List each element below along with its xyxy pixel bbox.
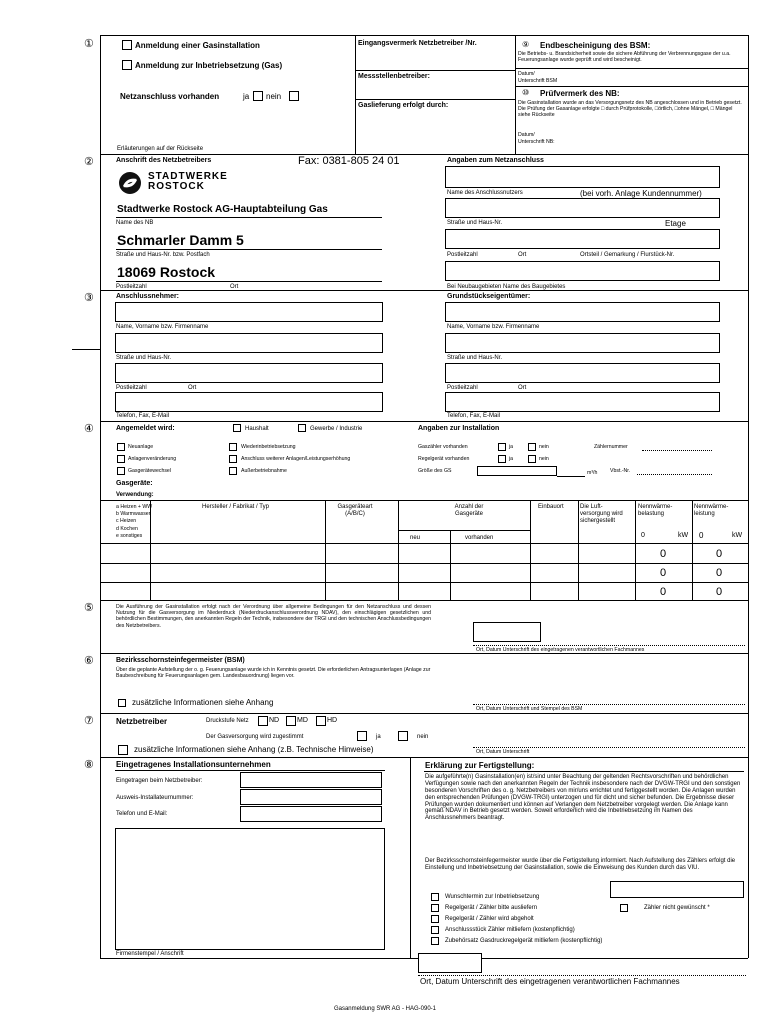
geraetewechsel-checkbox[interactable] — [117, 467, 125, 475]
fax-number: Fax: 0381-805 24 01 — [298, 155, 400, 167]
s6-sig-label: Ort, Datum Unterschrift und Stempel des BSM — [476, 706, 583, 712]
row2-leistung: 0 — [716, 567, 723, 579]
endbesch-title: Endbescheinigung des BSM: — [540, 41, 651, 50]
s1-divider-2 — [515, 35, 516, 154]
col-vorhanden: vorhanden — [465, 535, 494, 541]
geraetewechsel-label: Gasgerätewechsel — [128, 468, 171, 474]
wunschtermin-label: Wunschtermin zur Inbetriebsetzung — [445, 894, 540, 900]
section-8-number: ⑧ — [84, 759, 94, 771]
divider-3-4 — [100, 421, 748, 422]
s8-sig-line — [418, 975, 746, 976]
pruef-text: Die Gasinstallation wurde an das Versorgungsnetz des NB angeschlossen und in Betrieb gesetzt. Die Prüfung der Gasanlage erfolgte □ durch Prüfprotokolle, □örtlich, □ohne Mängel, □ Mängel siehe Rückseite — [518, 100, 742, 119]
an-plz-label: Postleitzahl — [116, 385, 147, 391]
zaehlernummer-label: Zählernummer — [594, 444, 628, 450]
nd-checkbox[interactable] — [258, 716, 268, 726]
zaehler-nicht-label: Zähler nicht gewünscht * — [644, 905, 710, 911]
s1-line-a — [355, 70, 515, 71]
table-col-7 — [635, 500, 636, 600]
grundstueck-title: Grundstückseigentümer: — [447, 293, 531, 300]
an-name-input[interactable] — [115, 302, 383, 322]
table-col-3 — [398, 500, 399, 600]
eingetragen-label: Eingetragen beim Netzbetreiber: — [116, 778, 203, 784]
vbst-line — [637, 474, 712, 475]
neubau-label: Bei Neubaugebieten Name des Baugebietes — [447, 284, 566, 290]
zubehoer-label: Zubehörsatz Gasdruckregelgerät mitliefern (kostenpflichtig) — [445, 938, 603, 944]
an-plz-input[interactable] — [115, 363, 383, 383]
an-telefon-input[interactable] — [115, 392, 383, 412]
netzanschluss-nein-checkbox[interactable] — [289, 91, 299, 101]
installateur-title: Eingetragenes Installationsunternehmen — [116, 760, 271, 769]
groesse-gs-label: Größe des GS — [418, 468, 452, 474]
section-7-number: ⑦ — [84, 715, 94, 727]
gewerbe-label: Gewerbe / Industrie — [310, 426, 363, 432]
divider-6-7 — [100, 713, 748, 714]
regelgeraet-ja: ja — [509, 456, 514, 462]
ge-name-input[interactable] — [445, 302, 720, 322]
verw-b: b Warmwasser — [116, 511, 151, 517]
angaben-netzanschluss-title: Angaben zum Netzanschluss — [447, 157, 544, 164]
col-hersteller: Hersteller / Fabrikat / Typ — [202, 504, 269, 510]
margin-mark — [72, 349, 100, 350]
s2-line-name — [116, 217, 382, 218]
anschlussnutzer-label: Name des Anschlussnutzers — [447, 190, 523, 196]
plz-nb-label: Postleitzahl — [116, 284, 147, 290]
anschrift-label: Anschrift des Netzbetreibers — [116, 157, 212, 164]
s1-line-b — [355, 99, 515, 100]
s6-sig-line — [473, 704, 745, 705]
s8-datum-input[interactable] — [418, 953, 482, 973]
ge-ort-label: Ort — [518, 385, 527, 391]
nb-plz-ort: 18069 Rostock — [117, 264, 216, 280]
verw-a: a Heizen + WW — [116, 504, 153, 510]
anmeldung-gas-label: Anmeldung einer Gasinstallation — [135, 41, 260, 50]
netz-plz-label: Postleitzahl — [447, 252, 478, 258]
col-luft: Die Luft-versorgung wird sichergestellt — [580, 504, 623, 524]
section-5-number: ⑤ — [84, 602, 94, 614]
regelgeraet-label: Regelgerät vorhanden — [418, 456, 470, 462]
regelgeraet-nein: nein — [539, 456, 549, 462]
unterschrift-bsm: Unterschrift BSM — [518, 78, 558, 84]
haushalt-label: Haushalt — [245, 426, 269, 432]
netz-strasse-input[interactable] — [445, 198, 720, 218]
bsm-text: Über die geplante Aufstellung der o. g. Feuerungsanlage wurde ich in Kenntnis gesetzt. Die erforderlichen Antragsunterlagen (Anlage zur Baubeschreibung für Feuerungsanlagen gem. Landesbauordnung) liegen vor. — [116, 667, 431, 680]
divider-1-2 — [100, 154, 748, 155]
ortsteil-label: Ortsteil / Gemarkung / Flurstück-Nr. — [580, 252, 675, 258]
table-col-5 — [530, 500, 531, 600]
endbesch-text: Die Betriebs- u. Brandsicherheit sowie die sichere Abführung der Verbrennungsgase der u.a. Feuerungsanlage wurde geprüft und wird bescheinigt. — [518, 51, 731, 64]
col-geraeteart: Gasgeräteart (A/B/C) — [337, 504, 373, 517]
table-row-line-1 — [100, 563, 748, 564]
gasversorgung-nein: nein — [417, 734, 429, 740]
netzanschluss-nein: nein — [266, 92, 282, 101]
wunschtermin-checkbox[interactable] — [431, 893, 439, 901]
s8-sig-label: Ort, Datum Unterschrift des eingetragenen verantwortlichen Fachmannes — [420, 977, 680, 986]
an-name-label: Name, Vorname bzw. Firmenname — [116, 324, 209, 330]
gasversorgung-nein-checkbox[interactable] — [398, 731, 408, 741]
wiederinbetrieb-checkbox[interactable] — [229, 443, 237, 451]
frame-left — [100, 35, 101, 958]
regelgeraet-ja-checkbox[interactable] — [498, 455, 506, 463]
erklaerung-text: Die aufgeführte(n) Gasinstallation(en) ist/sind unter Beachtung der geltenden Rechtsvorschriften und behördlichen Verfügungen sowie nach den anerkannten Regeln der Technik insbesondere nach der DVGW-TRGI und den sonstigen besonderen Vorschriften des o. g. Netzbetreibers von mir/uns errichtet und fertiggestellt worden. Die Anlagen wurden den entsprechenden Prüfungen (DVGW-TRGI) unterzogen und für dicht und sicher befunden. Die Ergebnisse dieser Prüfungen wurden dokumentiert und können auf Verlangen dem Netzbetreiber vorgelegt werden. Die Anlage kann gemäß NDAV in Betrieb gesetzt werden. Soweit erforderlich wird die Inbetriebsetzung im Namen des Anschlussnehmers beantragt. — [425, 774, 741, 822]
hd-checkbox[interactable] — [316, 716, 326, 726]
an-telefon-label: Telefon, Fax, E-Mail — [116, 413, 170, 419]
etage-label: Etage — [665, 219, 686, 228]
erklaerung-title-line — [424, 771, 744, 772]
gaszaehler-ja-checkbox[interactable] — [498, 443, 506, 451]
pruef-circle: ⑩ — [522, 88, 530, 97]
bsm-title: Bezirksschornsteinfegermeister (BSM) — [116, 657, 245, 664]
netzbetreiber-label: Netzbetreiber — [116, 717, 168, 726]
table-header-bottom — [100, 543, 748, 544]
gaslieferung-label: Gaslieferung erfolgt durch: — [358, 102, 449, 109]
ort-nb-label: Ort — [230, 284, 239, 290]
telefon-email-label: Telefon und E-Mail: — [116, 811, 168, 817]
gasversorgung-ja-checkbox[interactable] — [357, 731, 367, 741]
eingangsvermerk-label: Eingangsvermerk Netzbetreiber /Nr. — [358, 40, 477, 47]
groesse-gs-line — [557, 476, 585, 477]
ge-strasse-input[interactable] — [445, 333, 720, 353]
section-3-number: ③ — [84, 292, 94, 304]
gaszaehler-nein: nein — [539, 444, 549, 450]
md-label: MD — [297, 717, 308, 724]
ausserbetrieb-label: Außerbetriebnahme — [241, 468, 287, 474]
netz-ort-label: Ort — [518, 252, 527, 258]
vbst-label: Vbst.-Nr. — [610, 468, 631, 474]
anzahl-split-line — [398, 530, 530, 531]
row3-belastung: 0 — [660, 586, 667, 598]
kundennummer-label: (bei vorh. Anlage Kundennummer) — [580, 189, 702, 198]
anmeldung-inbetrieb-checkbox[interactable] — [122, 60, 132, 70]
col-anzahl: Anzahl der Gasgeräte — [454, 504, 484, 517]
divider-2-3 — [100, 290, 748, 291]
endbesch-circle: ⑨ — [522, 40, 530, 49]
anschluss-weiterer-checkbox[interactable] — [229, 455, 237, 463]
datum-nb: Datum/ — [518, 132, 535, 138]
strasse-nb-label: Straße und Haus-Nr. bzw. Postfach — [116, 252, 210, 258]
s1-line-d — [515, 86, 748, 87]
firmenstempel-box[interactable] — [115, 828, 385, 950]
section-6-number: ⑥ — [84, 655, 94, 667]
divider-5-6 — [100, 653, 748, 654]
footer-code: Gasanmeldung SWR AG - HAG-090-1 — [333, 1006, 437, 1012]
gasgeraete-title: Gasgeräte: — [116, 480, 153, 487]
m3h-label: m³/h — [587, 470, 598, 476]
gewerbe-checkbox[interactable] — [298, 424, 306, 432]
haushalt-checkbox[interactable] — [233, 424, 241, 432]
telefon-email-input[interactable] — [240, 806, 382, 822]
ge-telefon-input[interactable] — [445, 392, 720, 412]
verw-d: d Kochen — [116, 526, 138, 532]
section-2-number: ② — [84, 156, 94, 168]
verw-c: c Heizen — [116, 518, 137, 524]
ge-strasse-label: Straße und Haus-Nr. — [447, 355, 503, 361]
an-ort-label: Ort — [188, 385, 197, 391]
nb-zusatz-label: zusätzliche Informationen siehe Anhang (z.B. Technische Hinweise) — [134, 745, 374, 754]
erlaeuterungen-label: Erläuterungen auf der Rückseite — [117, 146, 204, 152]
anschlussnutzer-input[interactable] — [445, 166, 720, 188]
ausweis-label: Ausweis-Installateurnummer: — [116, 795, 194, 801]
name-nb-label: Name des NB — [116, 220, 154, 226]
zaehler-nicht-checkbox[interactable] — [620, 904, 628, 912]
col-nennwaerme-lei: Nennwärme-leistung — [694, 504, 729, 517]
baugebiet-input[interactable] — [445, 261, 720, 281]
gaszaehler-ja: ja — [509, 444, 514, 450]
wunschtermin-input[interactable] — [610, 881, 744, 898]
anschlussstueck-checkbox[interactable] — [431, 926, 439, 934]
wiederinbetrieb-label: Wiederinbetriebsetzung — [241, 444, 296, 450]
header-belastung-value: 0 — [641, 532, 645, 539]
s2-line-plz — [116, 281, 382, 282]
s7-sig-label: Ort, Datum Unterschrift — [476, 749, 530, 755]
neuanlage-label: Neuanlage — [128, 444, 154, 450]
divider-4-5 — [100, 600, 748, 601]
firmenstempel-label: Firmenstempel / Anschrift — [116, 951, 184, 957]
bsm-zusatz-label: zusätzliche Informationen siehe Anhang — [132, 698, 274, 707]
nb-name: Stadtwerke Rostock AG-Hauptabteilung Gas — [117, 204, 328, 215]
section-4-number: ④ — [84, 423, 94, 435]
frame-top — [100, 35, 748, 36]
header-belastung-kw: kW — [678, 532, 689, 539]
an-strasse-label: Straße und Haus-Nr. — [116, 355, 172, 361]
netzanschluss-label: Netzanschluss vorhanden — [120, 92, 220, 101]
eingetragen-input[interactable] — [240, 772, 382, 788]
divider-7-8 — [100, 757, 748, 758]
an-strasse-input[interactable] — [115, 333, 383, 353]
s5-text: Die Ausführung der Gasinstallation erfolgt nach der Verordnung über allgemeine Bedingungen für den Netzanschluss und dessen Nutzung für die Gasversorgung im Niederdruck (Niederdruckanschlussverordnung NDAV), den einschlägigen gesetzlichen und behördlichen Bestimmungen, den anerkannten Regeln der Technik, insbesondere der TRGI und den technischen Anschlussbedingungen des Netzbetreibers. — [116, 604, 431, 629]
regel-abgeholt-checkbox[interactable] — [431, 915, 439, 923]
table-col-2 — [325, 500, 326, 600]
s5-sig-line — [473, 645, 745, 646]
regelgeraet-nein-checkbox[interactable] — [528, 455, 536, 463]
section-1-number: ① — [84, 38, 94, 50]
gaszaehler-nein-checkbox[interactable] — [528, 443, 536, 451]
anschlussnehmer-title: Anschlussnehmer: — [116, 293, 180, 300]
angaben-installation-title: Angaben zur Installation — [418, 425, 500, 432]
unterschrift-nb: Unterschrift NB: — [518, 139, 555, 145]
regel-ausliefern-label: Regelgerät / Zähler bitte ausliefern — [445, 905, 538, 911]
s5-sig-label: Ort, Datum Unterschrift des eingetragenen verantwortlichen Fachmannes — [476, 647, 645, 653]
ge-plz-label: Postleitzahl — [447, 385, 478, 391]
regel-abgeholt-label: Regelgerät / Zähler wird abgeholt — [445, 916, 534, 922]
anmeldung-inbetrieb-label: Anmeldung zur Inbetriebsetzung (Gas) — [135, 61, 283, 70]
pruef-title: Prüfvermerk des NB: — [540, 89, 620, 98]
anmeldung-gas-checkbox[interactable] — [122, 40, 132, 50]
anschluss-weiterer-label: Anschluss weiterer Anlagen/Leistungserhöhung — [241, 456, 351, 462]
angemeldet-title: Angemeldet wird: — [116, 425, 175, 432]
ausweis-input[interactable] — [240, 789, 382, 805]
verwendung-label: Verwendung: — [116, 492, 154, 498]
erklaerung-title: Erklärung zur Fertigstellung: — [425, 761, 535, 770]
table-col-4 — [450, 530, 451, 600]
row1-leistung: 0 — [716, 548, 723, 560]
s1-divider-1 — [355, 35, 356, 154]
messstellen-label: Messstellenbetreiber: — [358, 73, 430, 80]
table-row-line-2 — [100, 582, 748, 583]
stadtwerke-logo-icon — [118, 171, 142, 195]
col-nennwaerme-bel: Nennwärme-belastung — [638, 504, 673, 517]
s7-sig-line — [473, 747, 745, 748]
col-neu: neu — [410, 535, 421, 541]
ge-telefon-label: Telefon, Fax, E-Mail — [447, 413, 501, 419]
erklaerung-text-2: Der Bezirksschornsteinfegermeister wurde über die Fertigstellung informiert. Nach Aufstellung des Zählers erfolgt die Einstellung und Inbetriebsetzung der Gasinstallation, sowie die Einweisung des Kunden durch das VIU. — [425, 858, 736, 871]
nb-strasse: Schmarler Damm 5 — [117, 232, 244, 248]
table-col-6 — [578, 500, 579, 600]
col-einbauort: Einbauort — [538, 504, 564, 510]
ge-name-label: Name, Vorname bzw. Firmenname — [447, 324, 540, 330]
netz-plz-input[interactable] — [445, 229, 720, 249]
table-col-1 — [150, 500, 151, 600]
row3-leistung: 0 — [716, 586, 723, 598]
nb-zusatz-checkbox[interactable] — [118, 745, 128, 755]
zaehlernummer-line — [642, 450, 712, 451]
logo-text-1: STADTWERKE — [148, 171, 228, 182]
header-leistung-kw: kW — [732, 532, 743, 539]
frame-right — [748, 35, 749, 958]
md-checkbox[interactable] — [286, 716, 296, 726]
druckstufe-label: Druckstufe Netz — [206, 718, 249, 724]
table-col-8 — [692, 500, 693, 600]
logo-text-2: ROSTOCK — [148, 181, 205, 192]
gasversorgung-ja: ja — [376, 734, 381, 740]
netzanschluss-ja-checkbox[interactable] — [253, 91, 263, 101]
netzanschluss-ja: ja — [243, 92, 250, 101]
s8-divider — [410, 757, 411, 958]
ge-plz-input[interactable] — [445, 363, 720, 383]
row1-belastung: 0 — [660, 548, 667, 560]
verw-e: e sonstiges — [116, 533, 143, 539]
s5-datum-input[interactable] — [473, 622, 541, 642]
regel-ausliefern-checkbox[interactable] — [431, 904, 439, 912]
groesse-gs-input[interactable] — [477, 466, 557, 476]
row2-belastung: 0 — [660, 567, 667, 579]
installateur-title-line — [115, 770, 385, 771]
bsm-zusatz-checkbox[interactable] — [118, 699, 126, 707]
anlagenveraenderung-checkbox[interactable] — [117, 455, 125, 463]
s1-line-c — [515, 68, 748, 69]
gasversorgung-label: Der Gasversorgung wird zugestimmt — [206, 734, 304, 740]
neuanlage-checkbox[interactable] — [117, 443, 125, 451]
netz-strasse-label: Straße und Haus-Nr. — [447, 220, 503, 226]
gaszaehler-label: Gaszähler vorhanden — [418, 444, 468, 450]
anschlussstueck-label: Anschlussstück Zähler mitliefern (kostenpflichtig) — [445, 927, 575, 933]
header-leistung-value: 0 — [699, 531, 704, 540]
anlagenveraenderung-label: Anlagenveränderung — [128, 456, 177, 462]
table-top-line — [100, 500, 748, 501]
ausserbetrieb-checkbox[interactable] — [229, 467, 237, 475]
s2-line-strasse — [116, 249, 382, 250]
zubehoer-checkbox[interactable] — [431, 937, 439, 945]
datum-bsm: Datum/ — [518, 71, 535, 77]
hd-label: HD — [327, 717, 338, 724]
nd-label: ND — [269, 717, 280, 724]
